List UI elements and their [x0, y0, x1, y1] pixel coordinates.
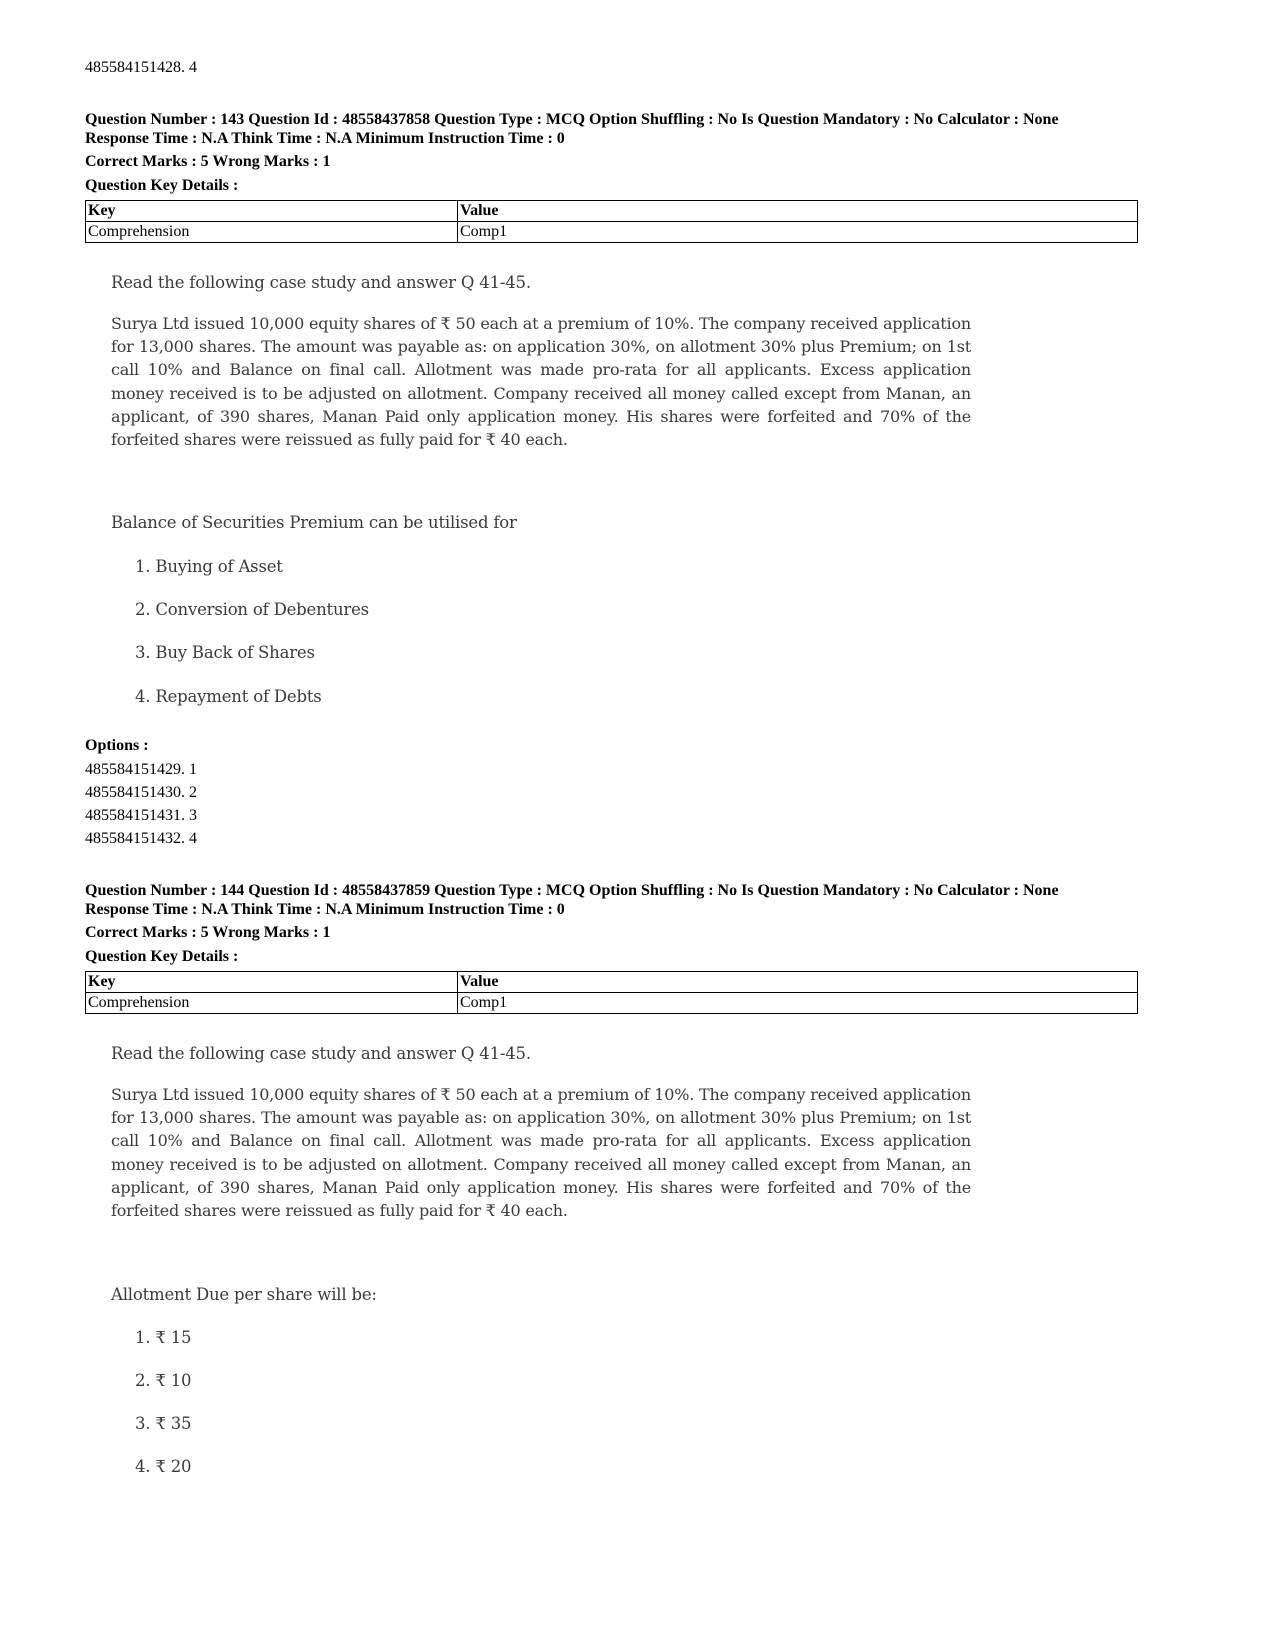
question-marks: Correct Marks : 5 Wrong Marks : 1	[85, 153, 331, 170]
option-code: 485584151431. 3	[85, 807, 197, 824]
table-cell-key: Comprehension	[86, 222, 458, 243]
key-details-table	[85, 200, 1138, 243]
case-study-intro: Read the following case study and answer Q 41-45.	[111, 1044, 531, 1063]
case-study-text: Surya Ltd issued 10,000 equity shares of ₹ 50 each at a premium of 10%. The company received application for 13,000 shares. The amount was payable as: on application 30%, on allotment 30% plus Premium; on 1st call 10% and Balance on final call. Allotment was made pro-rata for all applicants. Excess application money received is to be adjusted on allotment. Company received all money called except from Manan, an applicant, of 390 shares, Manan Paid only application money. His shares were forfeited and 70% of the forfeited shares were reissued as fully paid for ₹ 40 each.	[111, 314, 971, 450]
table-header-key: Key	[86, 972, 458, 993]
header-option-code: 485584151428. 4	[85, 59, 197, 76]
table-row	[86, 993, 1138, 1014]
table-row	[86, 222, 1138, 243]
choice-item: 3. ₹ 35	[135, 1414, 192, 1433]
table-header-row	[86, 201, 1138, 222]
question-meta-line1: Question Number : 144 Question Id : 48558437859 Question Type : MCQ Option Shuffling : No Is Question Mandatory : No Calculator : None	[85, 882, 1059, 899]
question-marks: Correct Marks : 5 Wrong Marks : 1	[85, 924, 331, 941]
table-cell-key: Comprehension	[86, 993, 458, 1014]
table-header-value: Value	[458, 972, 1138, 993]
key-details-table	[85, 971, 1138, 1014]
option-code: 485584151432. 4	[85, 830, 197, 847]
choice-item: 2. Conversion of Debentures	[135, 600, 369, 619]
table-header-value: Value	[458, 201, 1138, 222]
question-meta-line1: Question Number : 143 Question Id : 48558437858 Question Type : MCQ Option Shuffling : No Is Question Mandatory : No Calculator : None	[85, 111, 1059, 128]
choice-item: 2. ₹ 10	[135, 1371, 192, 1390]
option-code: 485584151429. 1	[85, 761, 197, 778]
table-cell-value: Comp1	[458, 222, 1138, 243]
question-meta-line2: Response Time : N.A Think Time : N.A Minimum Instruction Time : 0	[85, 130, 565, 147]
question-meta-line2: Response Time : N.A Think Time : N.A Minimum Instruction Time : 0	[85, 901, 565, 918]
case-study-text: Surya Ltd issued 10,000 equity shares of ₹ 50 each at a premium of 10%. The company received application for 13,000 shares. The amount was payable as: on application 30%, on allotment 30% plus Premium; on 1st call 10% and Balance on final call. Allotment was made pro-rata for all applicants. Excess application money received is to be adjusted on allotment. Company received all money called except from Manan, an applicant, of 390 shares, Manan Paid only application money. His shares were forfeited and 70% of the forfeited shares were reissued as fully paid for ₹ 40 each.	[111, 1085, 971, 1221]
table-header-row	[86, 972, 1138, 993]
key-details-label: Question Key Details :	[85, 177, 239, 194]
question-text: Balance of Securities Premium can be utilised for	[111, 513, 517, 532]
choice-item: 3. Buy Back of Shares	[135, 643, 315, 662]
key-details-label: Question Key Details :	[85, 948, 239, 965]
question-text: Allotment Due per share will be:	[111, 1285, 377, 1304]
choice-item: 4. ₹ 20	[135, 1457, 192, 1476]
table-cell-value: Comp1	[458, 993, 1138, 1014]
options-label: Options :	[85, 737, 149, 754]
option-code: 485584151430. 2	[85, 784, 197, 801]
choice-item: 1. Buying of Asset	[135, 557, 283, 576]
choice-item: 1. ₹ 15	[135, 1328, 192, 1347]
table-header-key: Key	[86, 201, 458, 222]
choice-item: 4. Repayment of Debts	[135, 687, 322, 706]
case-study-intro: Read the following case study and answer Q 41-45.	[111, 273, 531, 292]
